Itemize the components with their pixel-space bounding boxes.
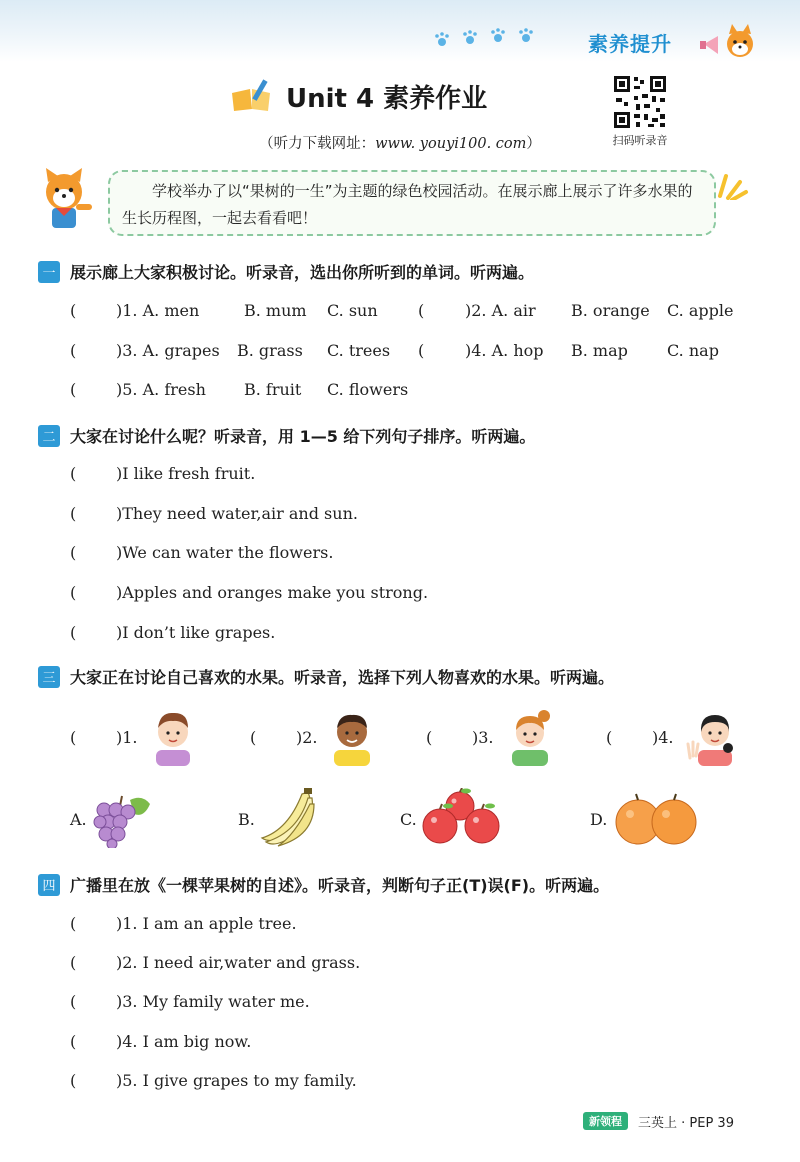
answer-blank[interactable]: ( xyxy=(250,728,257,747)
person-number: )2. xyxy=(296,728,318,747)
sparkle-lines-icon xyxy=(716,170,750,200)
answer-blank[interactable]: ( xyxy=(426,728,433,747)
oranges-icon xyxy=(612,790,700,848)
question-option-c: C. nap xyxy=(667,341,719,360)
answer-blank[interactable]: ( xyxy=(70,623,77,642)
paw-prints-icon xyxy=(432,26,542,52)
answer-blank[interactable]: ( xyxy=(70,728,77,747)
option-label: A. xyxy=(70,810,87,829)
header-badge: 素养提升 xyxy=(588,32,672,56)
girl-ponytail-icon xyxy=(504,706,556,766)
statement-text: )4. I am big now. xyxy=(116,1032,252,1051)
question-option-a: )5. A. fresh xyxy=(116,380,206,399)
apples-icon xyxy=(420,788,508,848)
question-option-b: B. map xyxy=(571,341,628,360)
person-number: )4. xyxy=(652,728,674,747)
sentence-text: )We can water the flowers. xyxy=(116,543,334,562)
answer-blank[interactable]: ( xyxy=(70,992,77,1011)
book-pencil-icon xyxy=(230,79,274,113)
option-label: C. xyxy=(400,810,417,829)
qr-label: 扫码听录音 xyxy=(612,134,668,147)
statement-text: )3. My family water me. xyxy=(116,992,310,1011)
question-option-b: B. orange xyxy=(571,301,650,320)
section-3-header xyxy=(38,665,614,688)
answer-blank[interactable]: ( xyxy=(70,341,77,360)
answer-blank[interactable]: ( xyxy=(70,1032,77,1051)
person-number: )1. xyxy=(116,728,138,747)
sentence-text: )They need water,air and sun. xyxy=(116,504,358,523)
section-number: 三 xyxy=(38,666,60,688)
page-title: Unit 4 素养作业 xyxy=(286,83,488,114)
sentence-text: )I like fresh fruit. xyxy=(116,464,256,483)
footer-page-info: 三英上 · PEP 39 xyxy=(638,1116,734,1131)
statement-text: )5. I give grapes to my family. xyxy=(116,1071,357,1090)
fox-megaphone-icon xyxy=(700,22,760,62)
subtitle-suffix: ） xyxy=(526,136,541,152)
option-label: D. xyxy=(590,810,608,829)
sentence-text: )Apples and oranges make you strong. xyxy=(116,583,429,602)
answer-blank[interactable]: ( xyxy=(70,1071,77,1090)
answer-blank[interactable]: ( xyxy=(70,380,77,399)
answer-blank[interactable]: ( xyxy=(606,728,613,747)
answer-blank[interactable]: ( xyxy=(70,464,77,483)
question-option-a: )1. A. men xyxy=(116,301,200,320)
grapes-icon xyxy=(90,790,158,848)
question-option-c: C. trees xyxy=(327,341,391,360)
question-option-b: B. grass xyxy=(237,341,303,360)
section-heading: 展示廊上大家积极讨论。听录音，选出你所听到的单词。听两遍。 xyxy=(70,263,535,282)
statement-text: )2. I need air,water and grass. xyxy=(116,953,361,972)
section-number: 一 xyxy=(38,261,60,283)
answer-blank[interactable]: ( xyxy=(70,953,77,972)
answer-blank[interactable]: ( xyxy=(70,301,77,320)
subtitle-prefix: （听力下载网址： xyxy=(259,136,376,152)
answer-blank[interactable]: ( xyxy=(70,583,77,602)
section-2-header xyxy=(38,424,535,447)
intro-text: 学校举办了以“果树的一生”为主题的绿色校园活动。在展示廊上展示了许多水果的生长历程图，一起去看看吧！ xyxy=(122,182,693,227)
option-label: B. xyxy=(238,810,255,829)
girl-waving-icon xyxy=(684,706,742,766)
question-option-c: C. sun xyxy=(327,301,378,320)
question-option-c: C. flowers xyxy=(327,380,409,399)
question-option-a: )2. A. air xyxy=(465,301,536,320)
subtitle xyxy=(0,132,800,153)
statement-text: )1. I am an apple tree. xyxy=(116,914,297,933)
answer-blank[interactable]: ( xyxy=(418,341,425,360)
section-heading: 大家在讨论什么呢？听录音，用 1—5 给下列句子排序。听两遍。 xyxy=(70,427,536,446)
download-url[interactable]: www. youyi100. com xyxy=(375,136,527,152)
question-option-c: C. apple xyxy=(667,301,734,320)
question-option-a: )3. A. grapes xyxy=(116,341,220,360)
footer-brand-tag: 新领程 xyxy=(583,1112,628,1130)
question-option-b: B. fruit xyxy=(244,380,302,399)
bananas-icon xyxy=(258,788,320,848)
section-heading: 广播里在放《一棵苹果树的自述》。听录音，判断句子正(T)误(F)。听两遍。 xyxy=(70,876,610,895)
section-heading: 大家正在讨论自己喜欢的水果。听录音，选择下列人物喜欢的水果。听两遍。 xyxy=(70,668,615,687)
section-4-header xyxy=(38,873,609,896)
section-number: 二 xyxy=(38,425,60,447)
qr-code-icon[interactable] xyxy=(612,74,668,130)
person-number: )3. xyxy=(472,728,494,747)
title-block xyxy=(230,76,487,116)
section-number: 四 xyxy=(38,874,60,896)
header-band xyxy=(0,0,800,62)
question-option-b: B. mum xyxy=(244,301,307,320)
answer-blank[interactable]: ( xyxy=(70,914,77,933)
section-1-header xyxy=(38,260,534,283)
sentence-text: )I don’t like grapes. xyxy=(116,623,276,642)
answer-blank[interactable]: ( xyxy=(70,543,77,562)
fox-mascot-icon xyxy=(34,168,100,232)
answer-blank[interactable]: ( xyxy=(418,301,425,320)
question-option-a: )4. A. hop xyxy=(465,341,544,360)
answer-blank[interactable]: ( xyxy=(70,504,77,523)
boy-dark-hair-icon xyxy=(326,706,378,766)
boy-curly-hair-icon xyxy=(148,706,198,766)
